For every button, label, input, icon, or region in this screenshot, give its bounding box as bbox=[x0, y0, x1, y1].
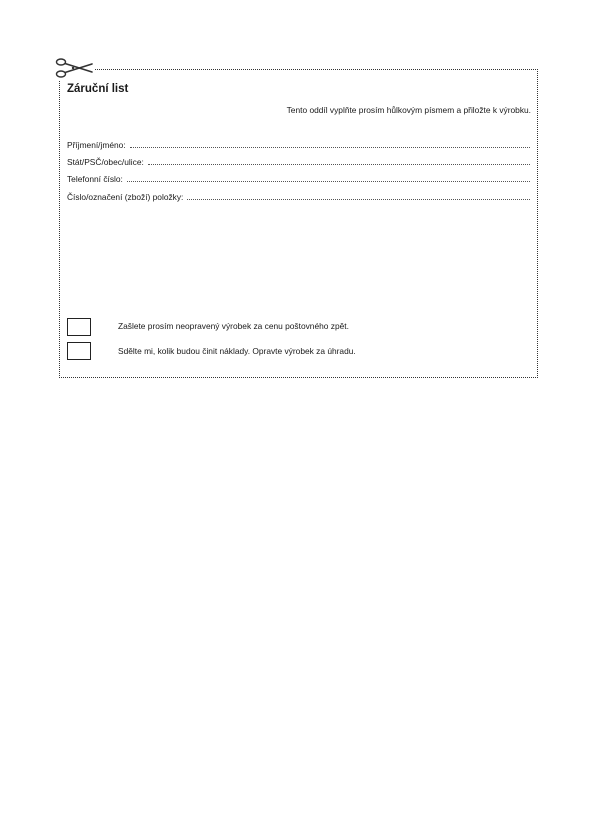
field-label: Číslo/označení (zboží) položky: bbox=[67, 192, 184, 202]
form-instruction: Tento oddíl vyplňte prosím hůlkovým písmem a přiložte k výrobku. bbox=[286, 105, 531, 115]
field-label: Stát/PSČ/obec/ulice: bbox=[67, 157, 144, 167]
scissors-icon bbox=[54, 56, 94, 80]
return-unrepaired-checkbox[interactable] bbox=[67, 318, 91, 336]
surname-name-field[interactable] bbox=[67, 140, 530, 150]
dotted-input-line[interactable] bbox=[130, 147, 530, 148]
repair-cost-label: Sdělte mi, kolik budou činit náklady. Opravte výrobek za úhradu. bbox=[118, 346, 356, 356]
dotted-input-line[interactable] bbox=[148, 164, 530, 165]
form-title: Záruční list bbox=[67, 83, 129, 95]
item-number-field[interactable] bbox=[67, 192, 530, 202]
dotted-input-line[interactable] bbox=[127, 181, 530, 182]
address-field[interactable] bbox=[67, 157, 530, 167]
dotted-input-line[interactable] bbox=[187, 199, 530, 200]
warranty-card-border bbox=[59, 69, 538, 378]
field-label: Telefonní číslo: bbox=[67, 174, 123, 184]
phone-field[interactable] bbox=[67, 174, 530, 184]
return-unrepaired-label: Zašlete prosím neopravený výrobek za cenu poštovného zpět. bbox=[118, 321, 349, 331]
repair-cost-checkbox[interactable] bbox=[67, 342, 91, 360]
field-label: Příjmení/jméno: bbox=[67, 140, 126, 150]
